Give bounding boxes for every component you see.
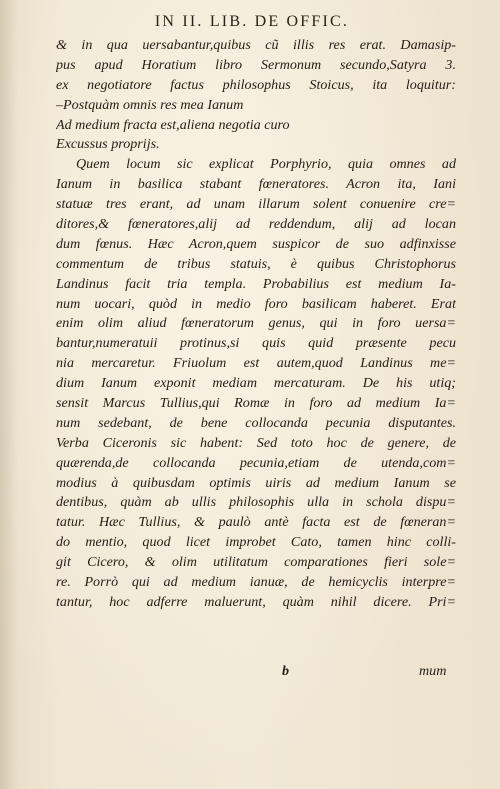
- catchword: mum: [419, 663, 447, 679]
- signature-mark: b: [282, 663, 290, 679]
- text-line: tantur, hoc adferre maluerunt, quàm nihil dicere. Pri=: [56, 593, 456, 610]
- text-line: num uocari, quòd in medio foro basilicam haberet. Erat: [56, 295, 456, 312]
- text-line: do mentio, quod licet improbet Cato, tamen hinc colli-: [56, 534, 456, 551]
- text-line: Verba Ciceronis sic habent: Sed toto hoc de genere, de: [56, 434, 456, 451]
- text-line: Landinus facit tria templa. Probabilius est medium Ia-: [56, 275, 456, 292]
- text-line: enim olim aliud fœneratorum genus, qui in foro uersa=: [56, 315, 456, 332]
- verse-line: –Postquàm omnis res mea Ianum: [56, 96, 244, 113]
- gutter-shadow: [0, 0, 18, 789]
- text-line: re. Porrò qui ad medium ianuæ, de hemicyclis interpre=: [56, 574, 456, 591]
- text-line: commentum de tribus statuis, è quibus Christophorus: [56, 255, 456, 272]
- running-head: IN II. LIB. DE OFFIC.: [154, 13, 350, 30]
- text-line: Ianum in basilica stabant fœneratores. Acron ita, Iani: [56, 176, 456, 193]
- paragraph-start-line: Quem locum sic explicat Porphyrio, quia omnes ad: [76, 156, 456, 173]
- text-line: dum fœnus. Hæc Acron,quem suspicor de suo adfinxisse: [56, 235, 456, 252]
- text-line: dentibus, quàm ab ullis philosophis ulla in schola dispu=: [56, 494, 456, 511]
- body-text: [56, 36, 456, 613]
- text-line: ex negotiatore factus philosophus Stoicus, ita loquitur:: [56, 76, 456, 93]
- text-line: num sedebant, de bene collocanda pecunia disputantes.: [56, 414, 456, 431]
- text-line: dium Ianum exponit mediam mercaturam. De his utiq;: [56, 375, 456, 392]
- verse-line: Ad medium fracta est,aliena negotia curo: [56, 116, 290, 133]
- text-line: git Cicero, & olim utilitatum comparationes fieri sole=: [56, 554, 456, 571]
- text-line: quærenda,de collocanda pecunia,etiam de utenda,com=: [56, 454, 456, 471]
- text-line: bantur,numeratuii protinus,si quis quid præsente pecu: [56, 335, 456, 352]
- text-line: sensit Marcus Tullius,qui Romæ in foro ad medium Ia=: [56, 395, 456, 412]
- text-line: nia mercaretur. Friuolum est autem,quod Landinus me=: [56, 355, 456, 372]
- text-line: pus apud Horatium libro Sermonum secundo,Satyra 3.: [56, 56, 456, 73]
- text-line: & in qua uersabantur,quibus cũ illis res erat. Damasip-: [56, 37, 456, 53]
- text-line: tatur. Hæc Tullius, & paulò antè facta est de fœneran=: [56, 514, 456, 531]
- verse-line: Excussus proprijs.: [56, 136, 160, 153]
- text-line: ditores,& fœneratores,alij ad reddendum, alij ad locan: [56, 216, 456, 233]
- text-line: modius à quibusdam optimis uiris ad medium Ianum se: [56, 474, 456, 491]
- text-line: statuæ tres erant, ad unam illarum solent conuenire cre=: [56, 196, 456, 213]
